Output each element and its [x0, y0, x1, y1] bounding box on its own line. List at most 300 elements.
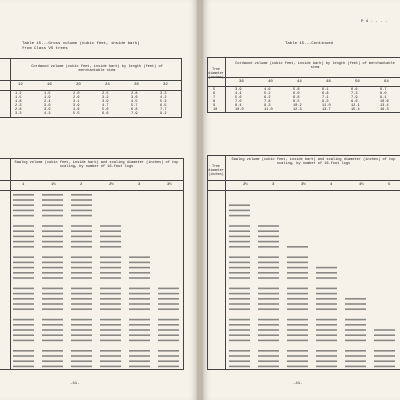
figure-row — [287, 319, 308, 321]
figure-row — [229, 256, 250, 258]
figure-row — [229, 360, 250, 362]
figure-row — [100, 324, 121, 326]
right-bottom-table-figures — [203, 0, 400, 400]
table-cell: 9.6 — [351, 100, 358, 104]
figure-row — [71, 199, 92, 201]
figure-row — [229, 340, 250, 342]
figure-row — [100, 366, 121, 368]
figure-row — [258, 360, 279, 362]
figure-row — [42, 204, 63, 206]
figure-row — [229, 272, 250, 274]
figure-row — [71, 272, 92, 274]
figure-row — [316, 298, 337, 300]
figure-row — [158, 340, 179, 342]
figure-row — [42, 355, 63, 357]
figure-row — [287, 262, 308, 264]
figure-row — [129, 329, 150, 331]
figure-row — [42, 256, 63, 258]
table-cell: 8.4 — [235, 104, 242, 108]
figure-row — [258, 350, 279, 352]
column-header: 2½ — [243, 183, 248, 187]
figure-row — [158, 329, 179, 331]
figure-row — [229, 230, 250, 232]
figure-row — [42, 236, 63, 238]
figure-row — [229, 246, 250, 248]
table-cell: 7.1 — [322, 96, 329, 100]
figure-row — [100, 355, 121, 357]
figure-row — [100, 350, 121, 352]
left-bottom-header: Sawlog volume (cubic feet, inside bark) and scaling diameter (inches) of top scaling, by number of 16-foot logs — [14, 161, 181, 170]
figure-row — [345, 298, 366, 300]
table-cell: 9.1 — [380, 96, 387, 100]
figure-row — [287, 288, 308, 290]
table-cell: 3.2 — [102, 96, 109, 100]
column-header: 2 — [80, 183, 83, 187]
figure-row — [316, 308, 337, 310]
figure-row — [345, 303, 366, 305]
figure-row — [13, 293, 34, 295]
figure-row — [13, 355, 34, 357]
figure-row — [229, 308, 250, 310]
column-header: 44 — [297, 80, 302, 84]
figure-row — [374, 350, 395, 352]
figure-row — [100, 334, 121, 336]
figure-row — [129, 334, 150, 336]
figure-row — [71, 355, 92, 357]
table-cell: 10.6 — [380, 100, 389, 104]
column-header: 48 — [326, 80, 331, 84]
figure-row — [100, 340, 121, 342]
table-cell: 11.0 — [264, 108, 273, 112]
table-cell: 7.9 — [131, 112, 138, 116]
figure-row — [71, 293, 92, 295]
figure-row — [71, 241, 92, 243]
figure-row — [229, 298, 250, 300]
figure-row — [229, 350, 250, 352]
figure-row — [100, 319, 121, 321]
figure-row — [158, 319, 179, 321]
column-header: 32 — [163, 83, 168, 87]
figure-row — [71, 246, 92, 248]
column-header: 28 — [134, 83, 139, 87]
figure-row — [287, 329, 308, 331]
table-cell: 6.0 — [293, 92, 300, 96]
table-cell: 3.9 — [235, 88, 242, 92]
figure-row — [345, 366, 366, 368]
table-cell: 7.7 — [160, 108, 167, 112]
figure-row — [258, 272, 279, 274]
figure-row — [13, 340, 34, 342]
figure-row — [129, 272, 150, 274]
figure-row — [13, 194, 34, 196]
column-header: 20 — [76, 83, 81, 87]
figure-row — [71, 334, 92, 336]
figure-row — [229, 236, 250, 238]
figure-row — [316, 319, 337, 321]
figure-row — [229, 366, 250, 368]
column-header: 3 — [138, 183, 141, 187]
figure-row — [42, 334, 63, 336]
figure-row — [229, 293, 250, 295]
figure-row — [13, 256, 34, 258]
table-cell: 7 — [213, 96, 216, 100]
table-cell: 2.4 — [44, 100, 51, 104]
figure-row — [13, 204, 34, 206]
figure-row — [13, 298, 34, 300]
figure-row — [129, 366, 150, 368]
figure-row — [258, 256, 279, 258]
figure-row — [287, 272, 308, 274]
figure-row — [229, 329, 250, 331]
figure-row — [100, 262, 121, 264]
table-cell: 2.0 — [73, 92, 80, 96]
figure-row — [42, 303, 63, 305]
figure-row — [42, 267, 63, 269]
table-cell: 3.1 — [73, 100, 80, 104]
figure-row — [71, 267, 92, 269]
figure-row — [316, 324, 337, 326]
figure-row — [229, 215, 250, 217]
figure-row — [258, 334, 279, 336]
figure-row — [229, 204, 250, 206]
figure-row — [129, 288, 150, 290]
figure-row — [129, 319, 150, 321]
figure-row — [42, 246, 63, 248]
figure-row — [287, 334, 308, 336]
figure-row — [100, 272, 121, 274]
figure-row — [287, 340, 308, 342]
figure-row — [71, 340, 92, 342]
figure-row — [258, 308, 279, 310]
figure-row — [71, 230, 92, 232]
figure-row — [13, 225, 34, 227]
table-cell: 10 — [213, 108, 218, 112]
figure-row — [71, 350, 92, 352]
figure-row — [42, 262, 63, 264]
figure-row — [129, 303, 150, 305]
table-cell: 12.3 — [293, 108, 302, 112]
figure-row — [100, 230, 121, 232]
figure-row — [42, 319, 63, 321]
table-cell: 16.3 — [380, 108, 389, 112]
table-cell: 11.0 — [322, 104, 331, 108]
figure-row — [316, 303, 337, 305]
figure-row — [374, 334, 395, 336]
figure-row — [258, 288, 279, 290]
table-cell: 10.0 — [235, 108, 244, 112]
figure-row — [316, 288, 337, 290]
left-page — [0, 0, 197, 400]
table-cell: 5.6 — [235, 96, 242, 100]
figure-row — [42, 230, 63, 232]
column-header: 4½ — [359, 183, 364, 187]
figure-row — [13, 262, 34, 264]
figure-row — [129, 324, 150, 326]
figure-row — [374, 360, 395, 362]
figure-row — [129, 340, 150, 342]
figure-row — [71, 324, 92, 326]
table-cell: 3.0 — [44, 104, 51, 108]
table-cell: 4.3 — [44, 112, 51, 116]
table-cell: 3.3 — [15, 112, 22, 116]
right-page-number: -41- — [293, 382, 303, 386]
table-cell: 13.4 — [380, 104, 389, 108]
table-cell: 2.3 — [15, 104, 22, 108]
figure-row — [229, 319, 250, 321]
figure-row — [158, 360, 179, 362]
figure-row — [13, 236, 34, 238]
table-cell: 3.6 — [44, 108, 51, 112]
figure-row — [42, 199, 63, 201]
figure-row — [229, 225, 250, 227]
figure-row — [374, 340, 395, 342]
figure-row — [258, 319, 279, 321]
table-cell: 6.8 — [322, 92, 329, 96]
table-cell: 6 — [213, 92, 216, 96]
figure-row — [158, 308, 179, 310]
figure-row — [258, 267, 279, 269]
figure-row — [71, 215, 92, 217]
table-cell: 6.8 — [131, 108, 138, 112]
figure-row — [13, 319, 34, 321]
table-cell: 6.5 — [160, 104, 167, 108]
figure-row — [13, 329, 34, 331]
figure-row — [345, 329, 366, 331]
column-header: 5 — [388, 183, 391, 187]
figure-row — [129, 350, 150, 352]
table-cell: 1.9 — [44, 96, 51, 100]
figure-row — [13, 324, 34, 326]
figure-row — [71, 225, 92, 227]
table-cell: 4.5 — [131, 100, 138, 104]
figure-row — [158, 324, 179, 326]
figure-row — [129, 293, 150, 295]
figure-row — [258, 277, 279, 279]
table-cell: 5.5 — [73, 112, 80, 116]
figure-row — [229, 288, 250, 290]
figure-row — [71, 236, 92, 238]
figure-row — [42, 288, 63, 290]
figure-row — [345, 340, 366, 342]
figure-row — [345, 324, 366, 326]
figure-row — [345, 334, 366, 336]
figure-row — [129, 360, 150, 362]
figure-row — [13, 267, 34, 269]
table-cell: 3.9 — [73, 104, 80, 108]
figure-row — [287, 246, 308, 248]
figure-row — [71, 277, 92, 279]
figure-row — [129, 308, 150, 310]
figure-row — [42, 272, 63, 274]
table-cell: 4.2 — [160, 96, 167, 100]
table-cell: 7.9 — [351, 96, 358, 100]
figure-row — [100, 288, 121, 290]
table-cell: 3.9 — [102, 100, 109, 104]
table-cell: 5.8 — [293, 88, 300, 92]
figure-row — [42, 350, 63, 352]
figure-row — [71, 288, 92, 290]
column-header: 56 — [355, 80, 360, 84]
column-header: 2½ — [109, 183, 114, 187]
figure-row — [229, 303, 250, 305]
table-cell: 10.2 — [293, 104, 302, 108]
figure-row — [316, 350, 337, 352]
figure-row — [71, 319, 92, 321]
table-cell: 1.5 — [15, 96, 22, 100]
table-cell: 4.6 — [73, 108, 80, 112]
figure-row — [229, 262, 250, 264]
figure-row — [42, 308, 63, 310]
column-header: 4 — [330, 183, 333, 187]
figure-row — [258, 324, 279, 326]
figure-row — [71, 360, 92, 362]
figure-row — [13, 210, 34, 212]
figure-row — [229, 334, 250, 336]
figure-row — [345, 350, 366, 352]
figure-row — [158, 366, 179, 368]
figure-row — [287, 267, 308, 269]
table-cell: 6.7 — [380, 88, 387, 92]
figure-row — [13, 360, 34, 362]
column-header: 24 — [105, 83, 110, 87]
figure-row — [229, 355, 250, 357]
right-top-first-col-header: Tree diameter (inches) — [208, 67, 226, 79]
figure-row — [13, 350, 34, 352]
figure-row — [258, 246, 279, 248]
figure-row — [258, 241, 279, 243]
table-cell: 9.2 — [160, 112, 167, 116]
table-cell: 5 — [213, 88, 216, 92]
table-cell: 4.7 — [102, 104, 109, 108]
figure-row — [229, 324, 250, 326]
table-cell: 8.5 — [293, 100, 300, 104]
figure-row — [13, 246, 34, 248]
figure-row — [316, 360, 337, 362]
figure-row — [13, 288, 34, 290]
figure-row — [258, 225, 279, 227]
table-cell: 6.8 — [293, 96, 300, 100]
column-header: 3½ — [301, 183, 306, 187]
figure-row — [42, 324, 63, 326]
table-cell: 3.3 — [160, 92, 167, 96]
figure-row — [287, 350, 308, 352]
figure-row — [71, 204, 92, 206]
table-cell: 8 — [213, 100, 216, 104]
table-cell: 7.3 — [351, 92, 358, 96]
figure-row — [71, 194, 92, 196]
figure-row — [229, 241, 250, 243]
table-cell: 6.1 — [322, 88, 329, 92]
figure-row — [316, 329, 337, 331]
figure-row — [374, 366, 395, 368]
right-bottom-header: Sawlog volume (cubic feet, inside bark) and scaling diameter (inches) of top scaling, by number of 16-foot logs — [231, 158, 398, 167]
left-bottom-table-figures — [0, 0, 197, 400]
figure-row — [158, 298, 179, 300]
figure-row — [316, 293, 337, 295]
figure-row — [13, 366, 34, 368]
figure-row — [13, 241, 34, 243]
right-page — [203, 0, 400, 400]
table-cell: 2.8 — [131, 92, 138, 96]
figure-row — [100, 360, 121, 362]
figure-row — [100, 277, 121, 279]
table-cell: 3.6 — [131, 96, 138, 100]
figure-row — [42, 293, 63, 295]
table-cell: 1.8 — [15, 100, 22, 104]
figure-row — [71, 298, 92, 300]
table-cell: 13.7 — [322, 108, 331, 112]
figure-row — [71, 329, 92, 331]
figure-row — [158, 303, 179, 305]
figure-row — [42, 225, 63, 227]
table-cell: 1.5 — [44, 92, 51, 96]
column-header: 1½ — [51, 183, 56, 187]
column-header: 16 — [47, 83, 52, 87]
table-cell: 5.6 — [102, 108, 109, 112]
table-cell: 4.6 — [264, 88, 271, 92]
figure-row — [287, 355, 308, 357]
figure-row — [229, 267, 250, 269]
figure-row — [42, 366, 63, 368]
figure-row — [42, 241, 63, 243]
figure-row — [287, 293, 308, 295]
figure-row — [316, 277, 337, 279]
figure-row — [100, 256, 121, 258]
figure-row — [42, 194, 63, 196]
right-bottom-first-col-header: Tree diameter (inches) — [208, 164, 226, 176]
figure-row — [100, 308, 121, 310]
figure-row — [345, 355, 366, 357]
column-header: 36 — [239, 80, 244, 84]
figure-row — [100, 246, 121, 248]
figure-row — [258, 366, 279, 368]
figure-row — [287, 366, 308, 368]
figure-row — [287, 303, 308, 305]
left-top-header: Cordwood volume (cubic feet, inside bark) by length (feet) of merchantable stem — [31, 65, 165, 74]
left-page-number: -41- — [70, 382, 80, 386]
table-cell: 5.3 — [160, 100, 167, 104]
figure-row — [100, 329, 121, 331]
left-caption-line1: Table 15.--Gross volume (cubic feet, inside bark) — [22, 42, 140, 46]
column-header: 40 — [268, 80, 273, 84]
figure-row — [129, 267, 150, 269]
table-cell: 5.2 — [264, 92, 271, 96]
column-header: 1 — [22, 183, 25, 187]
figure-row — [129, 298, 150, 300]
column-header: 3½ — [167, 183, 172, 187]
table-cell: 7.8 — [264, 100, 271, 104]
figure-row — [129, 256, 150, 258]
table-cell: 8.0 — [380, 92, 387, 96]
figure-row — [13, 303, 34, 305]
table-cell: 9 — [213, 104, 216, 108]
figure-row — [71, 210, 92, 212]
figure-row — [158, 350, 179, 352]
figure-row — [287, 256, 308, 258]
figure-row — [258, 329, 279, 331]
figure-row — [42, 360, 63, 362]
figure-row — [100, 267, 121, 269]
figure-row — [71, 256, 92, 258]
figure-row — [42, 340, 63, 342]
table-cell: 9.3 — [264, 104, 271, 108]
table-cell: 12.1 — [351, 104, 360, 108]
figure-row — [100, 236, 121, 238]
figure-row — [42, 215, 63, 217]
figure-row — [158, 355, 179, 357]
figure-row — [13, 215, 34, 217]
figure-row — [129, 277, 150, 279]
